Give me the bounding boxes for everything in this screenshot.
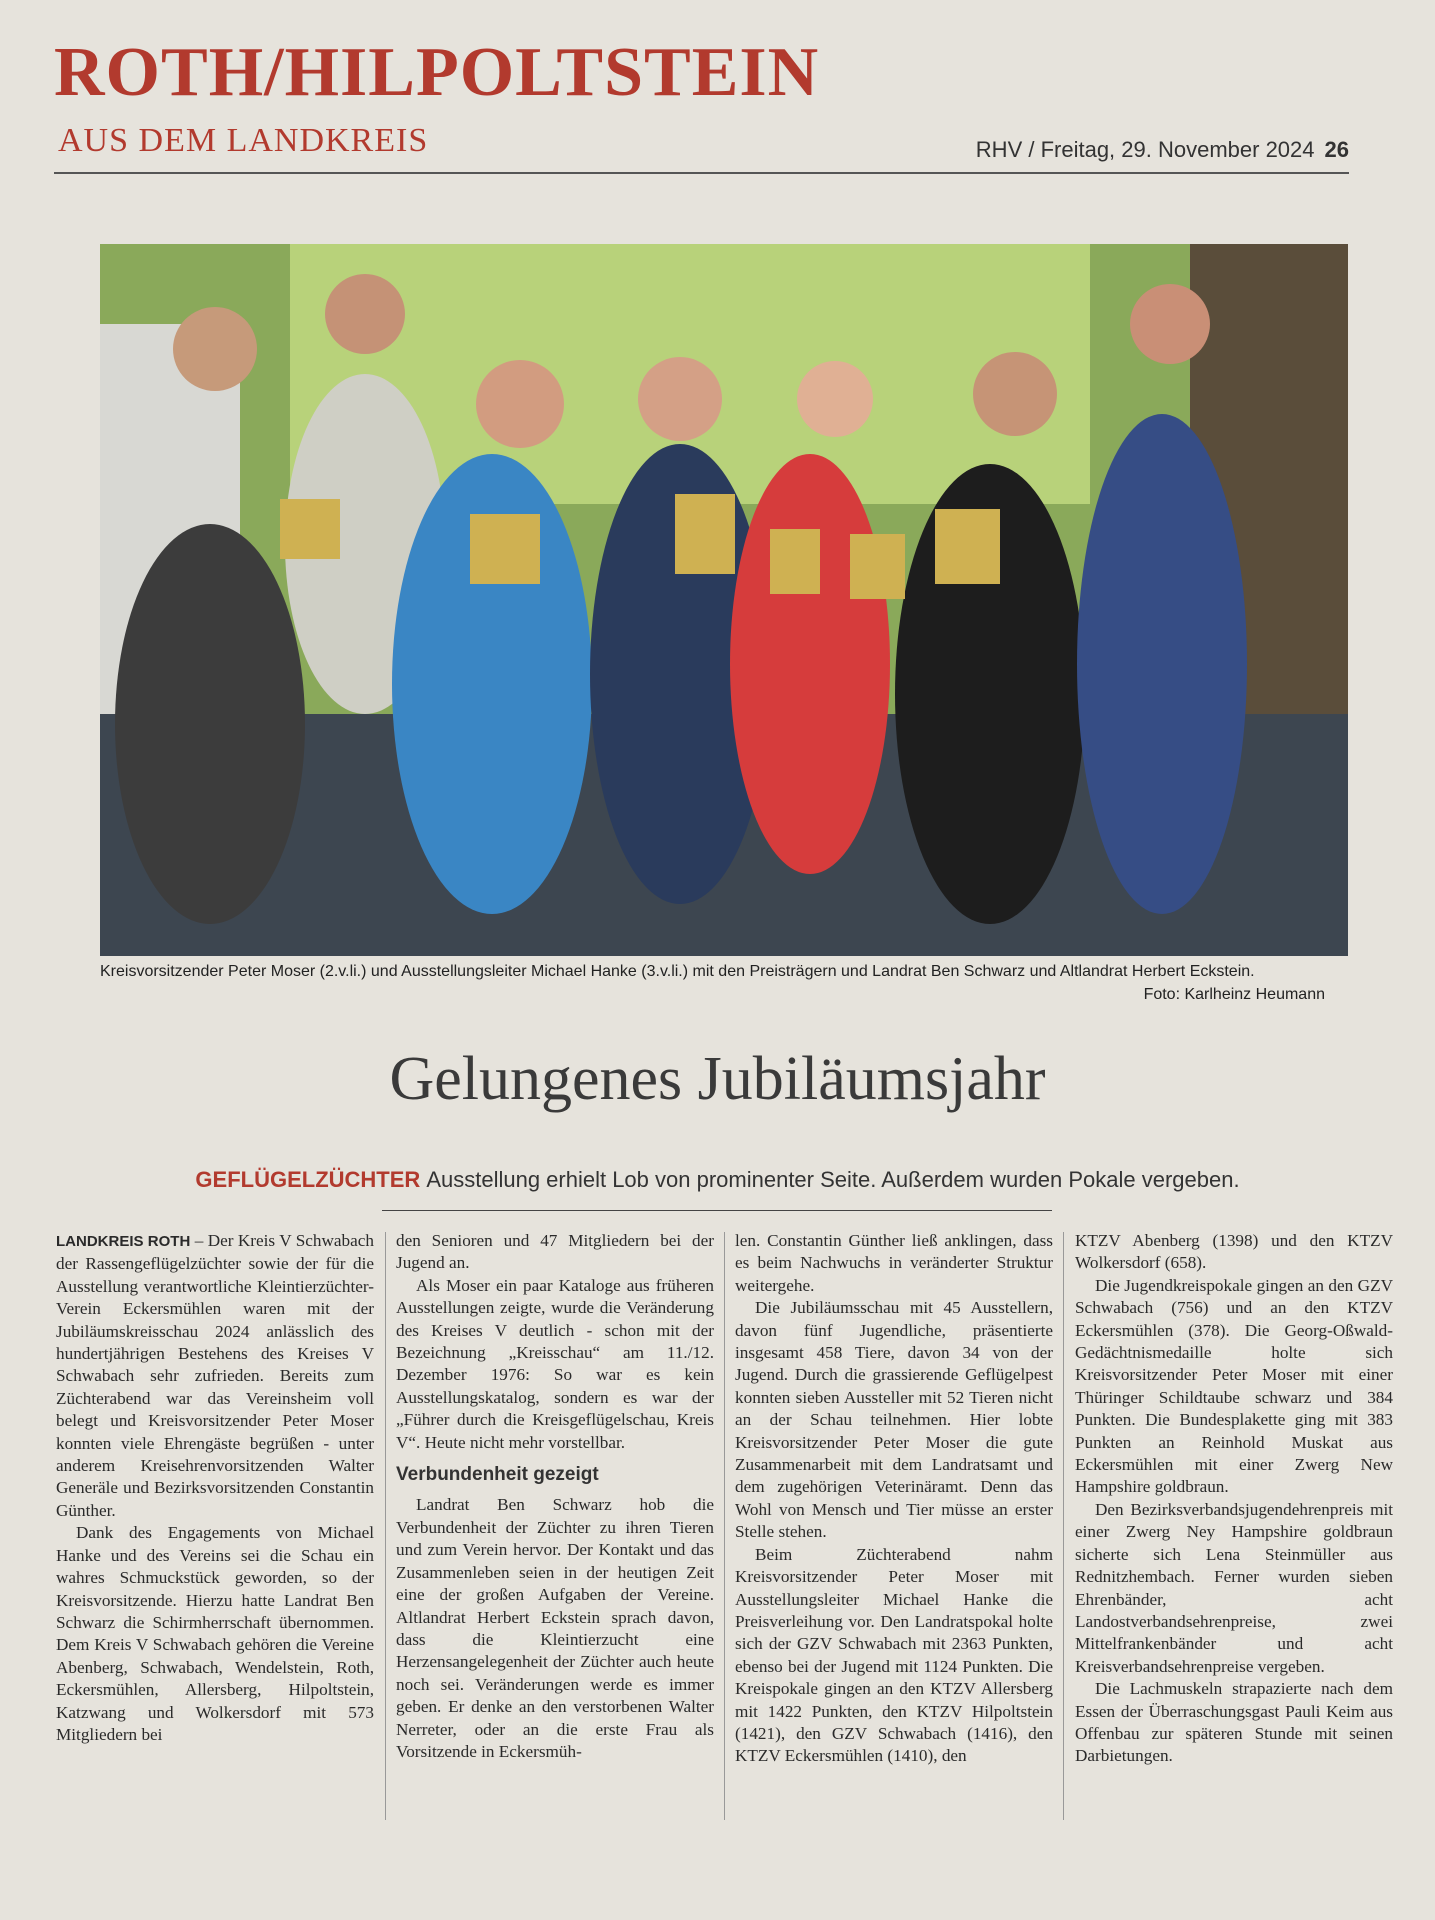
article-column-1 [56, 1230, 374, 1746]
column-divider [385, 1232, 386, 1820]
article-headline: Gelungenes Jubiläumsjahr [389, 1045, 1046, 1113]
issue-meta [976, 137, 1349, 163]
paragraph: LANDKREIS ROTH – Der Kreis V Schwabach der Rassengeflügelzüchter sowie der für die Ausstellung verantwortliche Kleintierzüchter-Verein Eckersmühlen waren mit der Jubiläumskreisschau 2024 anlässlich des hundertjährigen Bestehens des Kreises V Schwabach sehr zufrieden. Bereits zum Züchterabend war das Vereinsheim voll belegt und Kreisvorsitzender Peter Moser konnten viele Ehrengäste begrüßen - unter anderem Kreisehrenvorsitzenden Walter Generäle und Bezirksvorsitzenden Constantin Günther. [56, 1231, 374, 1520]
article-standfirst: Ausstellung erhielt Lob von prominenter Seite. Außerdem wurden Pokale vergeben. [426, 1167, 1240, 1192]
group-photo [100, 244, 1348, 956]
article-subhead: Verbundenheit gezeigt [396, 1464, 599, 1486]
issue-date: RHV / Freitag, 29. November 2024 [975, 137, 1315, 162]
paragraph: len. Constantin Günther ließ anklingen, dass es beim Nachwuchs in veränderter Struktur weitergehe. [735, 1231, 1053, 1295]
paragraph: Als Moser ein paar Kataloge aus früheren Ausstellungen zeigte, wurde die Veränderung des Kreises V deutlich - schon mit der Bezeichnung „Kreisschau“ am 11./12. Dezember 1976: So war es kein Ausstellungskatalog, sondern es war der „Führer durch die Kreisgeflügelschau, Kreis V“. Heute nicht mehr vorstellbar. [396, 1275, 714, 1452]
paragraph: Landrat Ben Schwarz hob die Verbundenheit der Züchter zu ihren Tieren und zum Verein hervor. Der Kontakt und das Zusammenleben seien in der heutigen Zeit eine der großen Aufgaben der Vereine. Altlandrat Herbert Eckstein sprach davon, dass die Kleintierzucht eine Herzensangelegenheit der Züchter auch heute noch sei. Veränderungen werde es immer geben. Er denke an den verstorbenen Walter Nerreter, oder an die erste Frau als Vorsitzende in Eckersmüh- [396, 1495, 714, 1761]
photo-illustration [100, 244, 1348, 956]
article-column-3 [735, 1230, 1053, 1768]
paragraph: Die Jugendkreispokale gingen an den GZV Schwabach (756) und an den KTZV Eckersmühlen (378). Die Georg-Oßwald-Gedächtnismedaille holte sich Kreisvorsitzender Peter Moser mit einer Thüringer Schildtaube schwarz und 384 Punkten. Die Bundesplakette ging mit 383 Punkten an Reinhold Muskat aus Eckersmühlen mit einer Zwerg New Hampshire goldbraun. [1075, 1275, 1393, 1497]
column-divider [1063, 1232, 1064, 1820]
article-standfirst-line [0, 1167, 1435, 1193]
column-divider [724, 1232, 725, 1820]
paragraph: Dank des Engagements von Michael Hanke und des Vereins sei die Schau ein wahres Schmuckstück geworden, so der Kreisvorsitzende. Hierzu hatte Landrat Ben Schwarz die Schirmherrschaft übernommen. Dem Kreis V Schwabach gehören die Vereine Abenberg, Schwabach, Wendelstein, Roth, Eckersmühlen, Allersberg, Hilpoltstein, Katzwang und Wolkersdorf mit 573 Mitgliedern bei [56, 1523, 374, 1744]
dateline: LANDKREIS ROTH [56, 1233, 191, 1250]
article-column-4 [1075, 1230, 1393, 1768]
article-column-2 [396, 1230, 714, 1763]
paragraph: KTZV Abenberg (1398) und den KTZV Wolkersdorf (658). [1075, 1231, 1393, 1273]
photo-caption: Kreisvorsitzender Peter Moser (2.v.li.) und Ausstellungsleiter Michael Hanke (3.v.li.) mit den Preisträgern und Landrat Ben Schwarz und Altlandrat Herbert Eckstein. [100, 963, 1255, 980]
photo-credit: Foto: Karlheinz Heumann [1143, 986, 1325, 1003]
paragraph: Den Bezirksverbandsjugendehrenpreis mit einer Zwerg Ney Hampshire goldbraun sicherte sich Lena Steinmüller aus Rednitzhembach. Ferner wurden sieben Ehrenbänder, acht Landostverbandsehrenpreise, zwei Mittelfrankenbänder und acht Kreisverbandsehrenpreise vergeben. [1075, 1499, 1393, 1676]
standfirst-divider [382, 1210, 1052, 1211]
page-number: 26 [1324, 137, 1349, 162]
paragraph: Die Jubiläumsschau mit 45 Ausstellern, davon fünf Jugendliche, präsentierte insgesamt 458 Tiere, davon 34 von der Jugend. Durch die grassierende Geflügelpest konnten sieben Aussteller mit 52 Tieren nicht an der Schau teilnehmen. Hier lobte Kreisvorsitzender Peter Moser die gute Zusammenarbeit mit dem Landratsamt und dem zugehörigen Veterinäramt. Denn das Wohl von Mensch und Tier müsse an erster Stelle stehen. [735, 1298, 1053, 1542]
section-title: ROTH/HILPOLTSTEIN [54, 34, 820, 111]
section-subtitle: AUS DEM LANDKREIS [58, 122, 429, 159]
header-divider [54, 172, 1349, 174]
paragraph: Beim Züchterabend nahm Kreisvorsitzender Peter Moser mit Ausstellungsleiter Michael Hanke die Preisverleihung vor. Den Landratspokal holte sich der GZV Schwabach mit 2363 Punkten, ebenso bei der Jugend mit 1124 Punkten. Die Kreispokale gingen an den KTZV Allersberg mit 1422 Punkten, den KTZV Hilpoltstein (1421), den GZV Schwabach (1416), den KTZV Eckersmühlen (1410), den [735, 1544, 1053, 1766]
paragraph: den Senioren und 47 Mitgliedern bei der Jugend an. [396, 1231, 714, 1273]
paragraph: Die Lachmuskeln strapazierte nach dem Essen der Überraschungsgast Pauli Keim aus Offenbau zur späteren Stunde mit seinen Darbietungen. [1075, 1679, 1393, 1766]
article-kicker: GEFLÜGELZÜCHTER [195, 1167, 421, 1192]
